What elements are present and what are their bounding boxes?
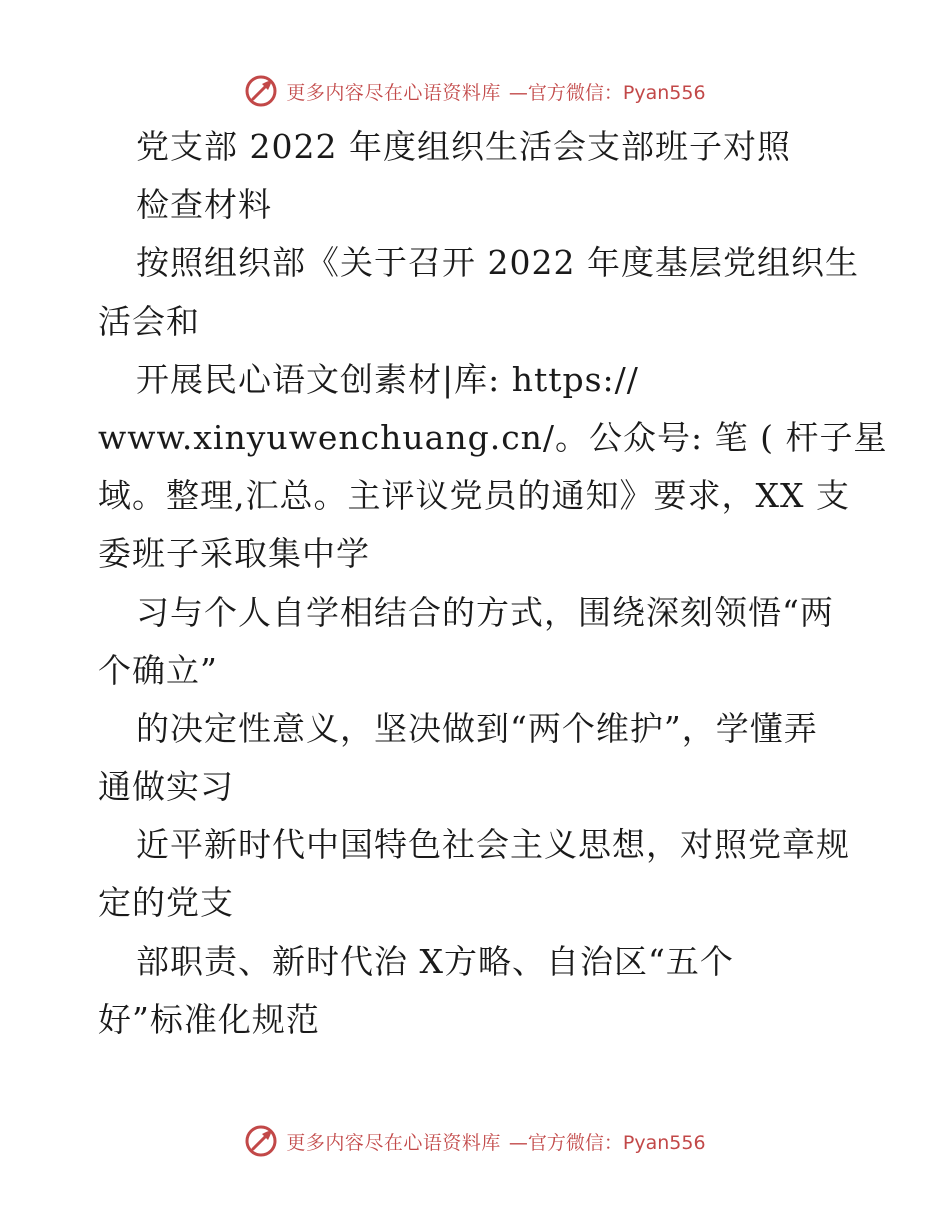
- watermark-name: 更多内容尽在心语资料库: [286, 1131, 501, 1154]
- watermark-name: 更多内容尽在心语资料库: [286, 81, 501, 104]
- text-line: 习与个人自学相结合的方式，围绕深刻领悟“两: [136, 592, 834, 632]
- text-line: 好”标准化规范: [98, 999, 320, 1039]
- text-line: 域。整理,汇总。主评议党员的通知》要求，XX 支: [98, 476, 850, 516]
- text-line: 定的党支: [98, 883, 234, 923]
- watermark-contact: —官方微信：Pyan556: [508, 1131, 706, 1154]
- text-line: 党支部 2022 年度组织生活会支部班子对照: [136, 127, 791, 166]
- text-line: 个确立”: [98, 650, 218, 690]
- text-line: 通做实习: [98, 767, 234, 807]
- text-line: 按照组织部《关于召开 2022 年度基层党组织生: [136, 243, 859, 283]
- text-line: 近平新时代中国特色社会主义思想，对照党章规: [136, 825, 850, 865]
- header-watermark: [0, 74, 950, 108]
- text-line: 委班子采取集中学: [98, 534, 370, 574]
- quill-logo-icon: [244, 1124, 278, 1158]
- text-line: 活会和: [98, 301, 200, 341]
- text-line: 检查材料: [136, 185, 272, 225]
- text-line: 部职责、新时代治 X方略、自治区“五个: [136, 941, 734, 981]
- watermark-contact: —官方微信：Pyan556: [508, 81, 706, 104]
- text-line: 开展民心语文创素材|库: https://: [136, 359, 639, 399]
- text-line: 的决定性意义，坚决做到“两个维护”，学懂弄: [136, 708, 818, 748]
- text-line: www.xinyuwenchuang.cn/。公众号: 笔 ( 杆子星: [98, 417, 888, 457]
- quill-logo-icon: [244, 74, 278, 108]
- footer-watermark: [0, 1124, 950, 1158]
- document-body: [98, 118, 888, 1049]
